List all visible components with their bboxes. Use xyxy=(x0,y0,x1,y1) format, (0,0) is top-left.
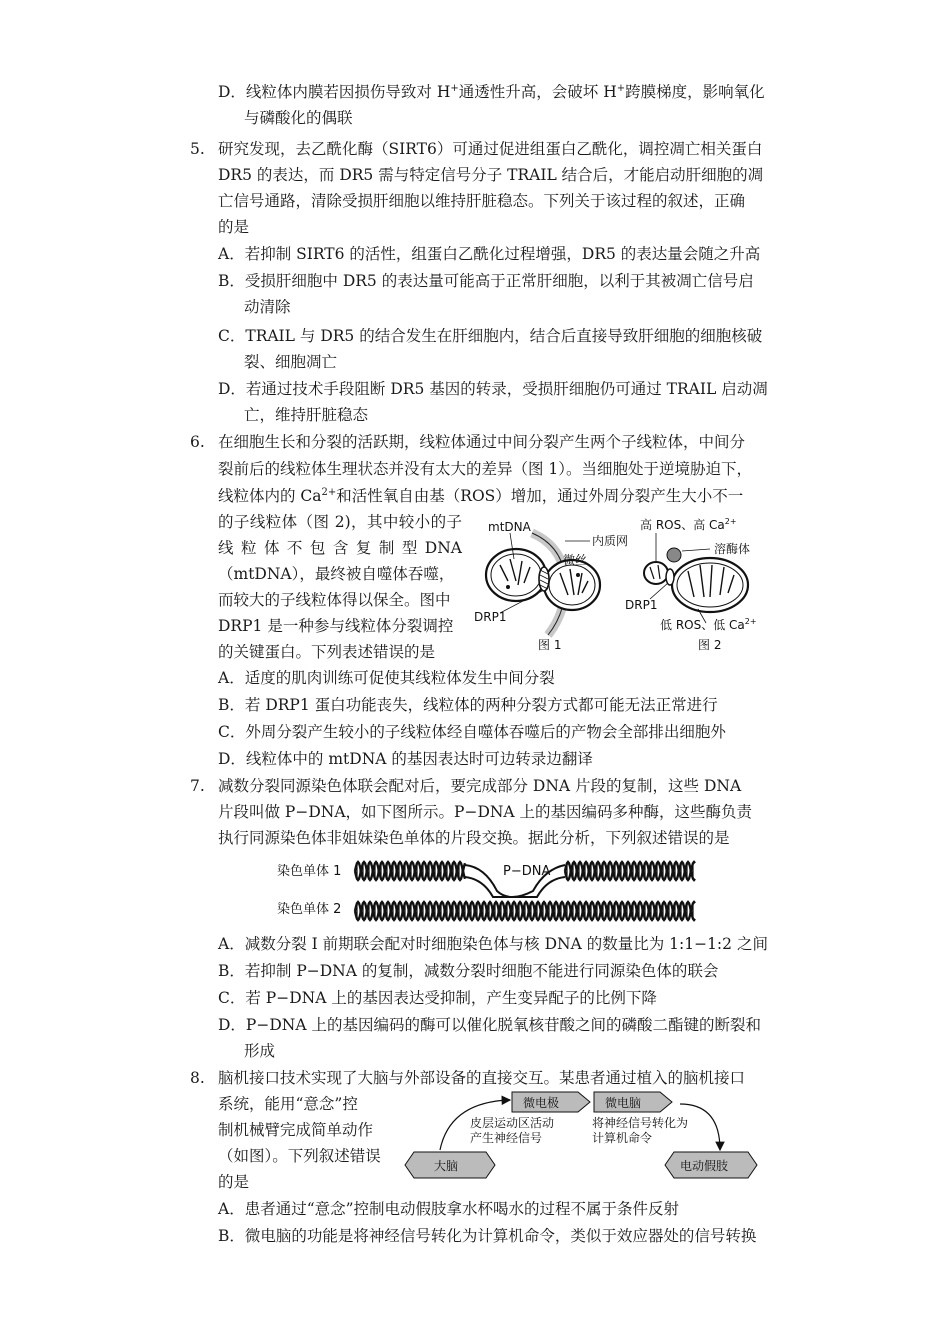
brain-label: 大脑 xyxy=(434,1159,459,1173)
q6-mitochondria-figure xyxy=(470,515,770,665)
q8-option-a: A．患者通过“意念”控制电动假肢拿水杯喝水的过程不属于条件反射 xyxy=(218,1200,680,1218)
q7-stem-line1: 减数分裂同源染色体联会配对后，要完成部分 DNA 片段的复制，这些 DNA xyxy=(218,777,742,795)
q5-option-a: A．若抑制 SIRT6 的活性，组蛋白乙酰化过程增强，DR5 的表达量会随之升高 xyxy=(218,245,761,263)
q5-stem-line1: 研究发现，去乙酰化酶（SIRT6）可通过促进组蛋白乙酰化，调控凋亡相关蛋白 xyxy=(218,140,763,158)
q6-option-d: D．线粒体中的 mtDNA 的基因表达时可边转录边翻译 xyxy=(218,750,593,768)
q6-stem-left2: 线 粒 体 不 包 含 复 制 型 DNA xyxy=(218,539,462,557)
q8-stem-left1: 系统，能用“意念”控 xyxy=(218,1095,358,1113)
q5-option-d-line2: 亡，维持肝脏稳态 xyxy=(244,406,369,424)
q5-option-d: D．若通过技术手段阻断 DR5 基因的转录，受损肝细胞仍可通过 TRAIL 启动凋 xyxy=(218,380,768,398)
fig2-drp1-label: DRP1 xyxy=(625,598,658,612)
q8-stem-line1: 脑机接口技术实现了大脑与外部设备的直接交互。某患者通过植入的脑机接口 xyxy=(218,1069,746,1087)
q6-option-a: A．适度的肌肉训练可促使其线粒体发生中间分裂 xyxy=(218,669,555,687)
q8-option-b: B．微电脑的功能是将神经信号转化为计算机命令，类似于效应器处的信号转换 xyxy=(218,1227,757,1245)
figure2-mitochondrion xyxy=(644,548,748,612)
fig2-high-label: 高 ROS、高 $Ca^{2+}$ xyxy=(640,517,737,532)
prosthesis-label: 电动假肢 xyxy=(680,1159,729,1173)
q6-stem-left3: （mtDNA），最终被自噬体吞噬， xyxy=(218,565,455,583)
q7-pdna-figure xyxy=(275,855,705,930)
q6-stem-left1: 的子线粒体（图 2)，其中较小的子 xyxy=(218,513,462,531)
q5-option-c: C．TRAIL 与 DR5 的结合发生在肝细胞内，结合后直接导致肝细胞的细胞核破 xyxy=(218,327,763,345)
note1-line2: 产生神经信号 xyxy=(470,1131,543,1145)
q4-option-d-line2: 与磷酸化的偶联 xyxy=(244,109,353,127)
q7-option-d: D．P−DNA 上的基因编码的酶可以催化脱氧核苷酸之间的磷酸二酯键的断裂和 xyxy=(218,1016,761,1034)
chromatid-1-left-helix xyxy=(355,862,465,880)
q8-stem-left3: （如图）。下列叙述错误 xyxy=(218,1147,381,1165)
q7-option-b: B．若抑制 P−DNA 的复制，减数分裂时细胞不能进行同源染色体的联会 xyxy=(218,962,719,980)
fig1-mtdna-label: mtDNA xyxy=(488,520,531,534)
q8-stem-left2: 制机械臂完成简单动作 xyxy=(218,1121,374,1139)
q5-stem-line2: DR5 的表达，而 DR5 需与特定信号分子 TRAIL 结合后，才能启动肝细胞的凋 xyxy=(218,166,764,184)
chromatid-1-label: 染色单体 1 xyxy=(277,864,342,879)
note1-line1: 皮层运动区活动 xyxy=(470,1116,555,1130)
q6-stem-line2: 裂前后的线粒体生理状态并没有太大的差异（图 1）。当细胞处于逆境胁迫下， xyxy=(218,460,753,478)
q6-stem-left5: DRP1 是一种参与线粒体分裂调控 xyxy=(218,617,454,635)
q4-option-d: D．线粒体内膜若因损伤导致对 H+通透性升高，会破坏 H+跨膜梯度，影响氧化 xyxy=(218,82,765,101)
fig1-mf-label: 微丝 xyxy=(563,553,588,567)
q6-stem-line1: 在细胞生长和分裂的活跃期，线粒体通过中间分裂产生两个子线粒体，中间分 xyxy=(218,433,746,451)
q7-option-c: C．若 P−DNA 上的基因表达受抑制，产生变异配子的比例下降 xyxy=(218,989,657,1007)
fig2-caption: 图 2 xyxy=(698,638,722,652)
q6-number: 6. xyxy=(190,433,205,451)
q5-stem-line3: 亡信号通路，清除受损肝细胞以维持肝脏稳态。下列关于该过程的叙述，正确 xyxy=(218,192,746,210)
q6-option-b: B．若 DRP1 蛋白功能丧失，线粒体的两种分裂方式都可能无法正常进行 xyxy=(218,696,718,714)
q7-stem-line2: 片段叫做 P−DNA，如下图所示。P−DNA 上的基因编码多种酶，这些酶负责 xyxy=(218,803,753,821)
q7-number: 7. xyxy=(190,777,205,795)
q7-option-d-line2: 形成 xyxy=(244,1042,276,1060)
q5-option-b: B．受损肝细胞中 DR5 的表达量可能高于正常肝细胞，以利于其被凋亡信号启 xyxy=(218,272,754,290)
electrode-label: 微电极 xyxy=(523,1096,560,1110)
fig2-low-label: 低 ROS、低 $Ca^{2+}$ xyxy=(660,617,757,632)
q5-number: 5. xyxy=(190,140,205,158)
computer-label: 微电脑 xyxy=(605,1096,642,1110)
note2-line1: 将神经信号转化为 xyxy=(592,1116,689,1130)
q5-stem-line4: 的是 xyxy=(218,218,250,236)
q6-stem-left4: 而较大的子线粒体得以保全。图中 xyxy=(218,591,451,609)
q8-stem-left4: 的是 xyxy=(218,1173,250,1191)
q6-stem-line3: 线粒体内的 $Ca^{2+}$和活性氧自由基（ROS）增加，通过外周分裂产生大小不一 xyxy=(218,486,744,505)
fig1-drp1-label: DRP1 xyxy=(474,610,507,624)
q5-option-c-line2: 裂、细胞凋亡 xyxy=(244,353,338,371)
fig1-er-label: 内质网 xyxy=(592,534,629,548)
q7-option-a: A．减数分裂 I 前期联会配对时细胞染色体与核 DNA 的数量比为 1:1−1:2 之间 xyxy=(218,935,768,953)
q8-bci-figure xyxy=(400,1090,765,1185)
fig1-caption: 图 1 xyxy=(538,638,562,652)
q5-option-b-line2: 动清除 xyxy=(244,298,291,316)
pdna-label: P−DNA xyxy=(503,864,551,879)
chromatid-2-helix xyxy=(355,902,695,920)
fig2-lys-label: 溶酶体 xyxy=(714,542,751,556)
q6-stem-left6: 的关键蛋白。下列表述错误的是 xyxy=(218,643,436,661)
q7-stem-line3: 执行同源染色体非姐妹染色单体的片段交换。据此分析，下列叙述错误的是 xyxy=(218,829,730,847)
chromatid-2-label: 染色单体 2 xyxy=(277,902,342,917)
q8-number: 8. xyxy=(190,1069,205,1087)
chromatid-1-right-helix xyxy=(565,862,695,880)
note2-line2: 计算机命令 xyxy=(592,1131,653,1145)
q6-option-c: C．外周分裂产生较小的子线粒体经自噬体吞噬后的产物会全部排出细胞外 xyxy=(218,723,726,741)
